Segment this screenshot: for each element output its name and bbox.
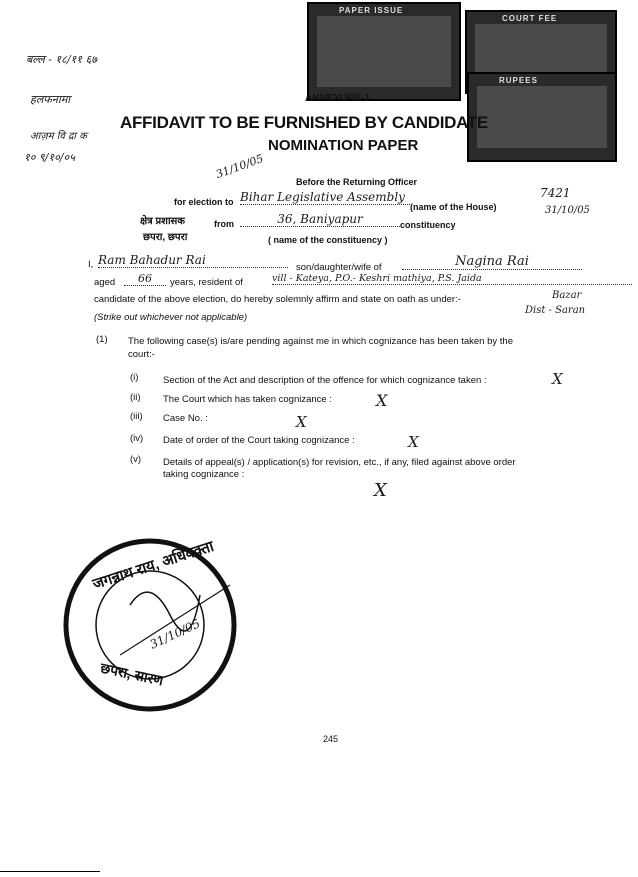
relation-label: son/daughter/wife of <box>296 262 382 273</box>
deponent-prefix: I, <box>88 259 94 270</box>
seal-signature: 31/10/05 <box>147 616 203 652</box>
father-name: Nagina Rai <box>402 254 582 270</box>
item-text: Date of order of the Court taking cognizance : <box>163 435 355 446</box>
address-value: vill - Kateya, P.O.- Keshri mathiya, P.S. Jaida <box>272 273 632 285</box>
item-text: Details of appeal(s) / application(s) for revision, etc., if any, filed against above order <box>163 457 516 468</box>
item-mark: X <box>296 413 307 431</box>
years-label: years, resident of <box>170 277 243 288</box>
item-mark: X <box>376 391 388 410</box>
officer-signature-date: 31/10/05 <box>214 151 266 182</box>
age-value: 66 <box>124 272 166 286</box>
item-mark: X <box>408 433 419 451</box>
item-number: (ii) <box>130 392 141 403</box>
item-number: (i) <box>130 372 139 383</box>
date-note-2: 31/10/05 <box>545 205 590 216</box>
before-label: Before the Returning Officer <box>296 177 418 187</box>
address-line-2: Bazar <box>552 290 582 301</box>
item-mark: X <box>374 480 387 501</box>
scan-edge-line <box>0 871 100 872</box>
from-label: from <box>214 219 234 229</box>
stamp-bottom-text: RUPEES <box>499 76 538 85</box>
election-label: for election to <box>174 197 234 207</box>
house-note: (name of the House) <box>410 202 497 212</box>
section-text-line1: The following case(s) is/are pending against me in which cognizance has been taken by the <box>128 336 513 347</box>
date-note: 7421 <box>540 186 571 200</box>
statement-text: candidate of the above election, do hereby solemnly affirm and state on oath as under:- <box>94 294 461 305</box>
hindi-note-2: हलफनामा <box>30 93 71 106</box>
election-value: Bihar Legislative Assembly <box>240 190 410 205</box>
strike-note: (Strike out whichever not applicable) <box>94 312 248 323</box>
nomination-title: NOMINATION PAPER <box>268 137 419 154</box>
item-number: (v) <box>130 454 142 465</box>
stamp-bottom <box>467 72 617 162</box>
item-mark: X <box>552 370 563 388</box>
item-text: Case No. : <box>163 413 208 424</box>
constituency-note: ( name of the constituency ) <box>268 235 388 245</box>
constituency-value: 36, Baniyapur <box>240 212 400 227</box>
page-number: 245 <box>323 734 339 744</box>
stamp-top-left-text: PAPER ISSUE <box>339 6 404 15</box>
seal-ring-text: जगन्नाथ राय, अधिवक्ता <box>90 537 216 594</box>
annexure-label: ANNEXURE-1 <box>305 93 371 104</box>
constituency-label: constituency <box>400 220 456 230</box>
hindi-officer: क्षेत्र प्रशासक <box>140 216 185 227</box>
item-text: The Court which has taken cognizance : <box>163 394 332 405</box>
section-text-line2: court:- <box>128 349 155 360</box>
hindi-note-1: बल्ल - १८/११ ६७ <box>26 53 97 66</box>
aged-label: aged <box>94 277 116 288</box>
advocate-seal <box>60 535 240 715</box>
hindi-note-4: १० ९/१०/०५ <box>24 151 75 164</box>
seal-bottom-text: छपरा, सारण <box>99 659 165 689</box>
affidavit-title: AFFIDAVIT TO BE FURNISHED BY CANDIDATE <box>120 113 488 132</box>
item-number: (iv) <box>130 433 144 444</box>
hindi-place: छपरा, छपरा <box>143 232 188 243</box>
section-number: (1) <box>96 334 108 345</box>
hindi-note-3: आज़म वि द्रा क <box>30 131 87 142</box>
item-text: Section of the Act and description of the offence for which cognizance taken : <box>163 375 487 386</box>
item-text-line2: taking cognizance : <box>163 469 245 480</box>
item-number: (iii) <box>130 411 143 422</box>
stamp-top-right-text: COURT FEE <box>502 14 558 23</box>
address-line-3: Dist - Saran <box>525 305 586 316</box>
stamp-top-left <box>307 2 461 101</box>
deponent-name: Ram Bahadur Rai <box>98 253 288 268</box>
